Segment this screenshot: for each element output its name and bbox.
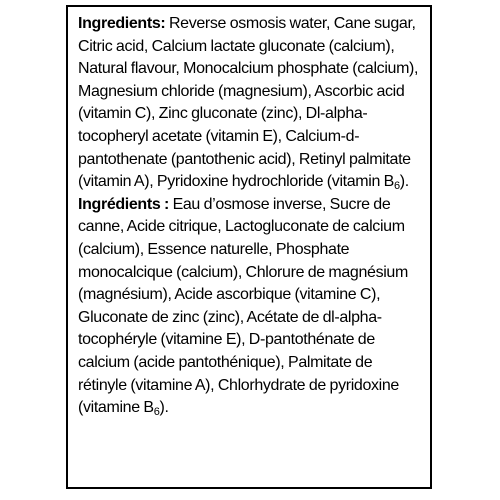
english-vitamin-b-subscript: 6 <box>393 180 400 193</box>
ingredients-label-panel <box>66 5 432 489</box>
french-ingredients-heading: Ingrédients : <box>78 195 169 213</box>
english-ingredients <box>78 13 422 194</box>
french-vitamin-b-subscript: 6 <box>153 406 160 419</box>
french-ingredients-end: ). <box>159 399 169 417</box>
french-ingredients-text: Eau d’osmose inverse, Sucre de canne, Acide citrique, Lactogluconate de calcium (calcium), Essence naturelle, Phosphate monocalcique (calcium), Chlorure de magnésium (magnésium), Acide ascorbique (vitamine C), Gluconate de zinc (zinc), Acétate de dl-alpha-tocophéryle (vitamine E), D-pantothénate de calcium (acide pantothénique), Palmitate de rétinyle (vitamine A), Chlorhydrate de pyridoxine (vitamine B <box>78 195 408 417</box>
english-ingredients-text: Reverse osmosis water, Cane sugar, Citric acid, Calcium lactate gluconate (calcium), Natural flavour, Monocalcium phosphate (calcium), Magnesium chloride (magnesium), Ascorbic acid (vitamin C), Zinc gluconate (zinc), Dl-alpha-tocopheryl acetate (vitamin E), Calcium-d-pantothenate (pantothenic acid), Retinyl palmitate (vitamin A), Pyridoxine hydrochloride (vitamin B <box>78 15 419 191</box>
english-ingredients-heading: Ingredients: <box>78 15 166 32</box>
french-ingredients <box>78 194 422 420</box>
english-ingredients-end: ). <box>399 173 409 191</box>
